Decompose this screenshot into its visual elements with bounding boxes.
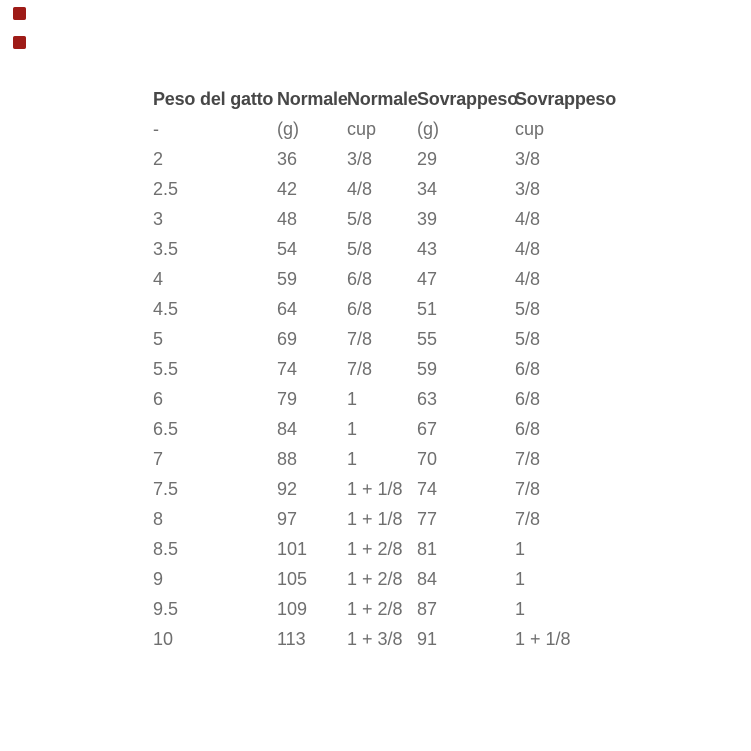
cell: 2 xyxy=(153,148,164,169)
cell: 92 xyxy=(277,478,298,499)
cell: 88 xyxy=(277,448,298,469)
cell: 1 xyxy=(347,418,358,439)
cell: 4.5 xyxy=(153,298,179,319)
cell: 7/8 xyxy=(347,358,373,379)
cell: 5/8 xyxy=(515,298,541,319)
cell: 3/8 xyxy=(515,178,541,199)
cell: 7 xyxy=(153,448,164,469)
cell: 34 xyxy=(417,178,438,199)
cell: 47 xyxy=(417,268,438,289)
cell: 6/8 xyxy=(515,358,541,379)
cell: 74 xyxy=(417,478,438,499)
cell: 84 xyxy=(277,418,298,439)
cell: 9.5 xyxy=(153,598,179,619)
table-row xyxy=(153,474,623,504)
cell: 1 + 2/8 xyxy=(347,538,403,559)
cell: 1 + 2/8 xyxy=(347,598,403,619)
red-mark-icon xyxy=(13,7,26,20)
table-row xyxy=(153,324,623,354)
red-mark-icon xyxy=(13,36,26,49)
cell: 59 xyxy=(417,358,438,379)
cell: 6/8 xyxy=(515,388,541,409)
cell: 3 xyxy=(153,208,164,229)
cell: 97 xyxy=(277,508,298,529)
cell: 6/8 xyxy=(347,298,373,319)
cell: 1 + 1/8 xyxy=(347,478,403,499)
cell: 77 xyxy=(417,508,438,529)
cell: - xyxy=(153,118,159,139)
header-row xyxy=(153,84,623,114)
cell: 36 xyxy=(277,148,298,169)
cell: 42 xyxy=(277,178,298,199)
cell: 54 xyxy=(277,238,298,259)
table-body xyxy=(153,114,623,654)
table-header-row xyxy=(153,84,623,114)
cell: (g) xyxy=(417,118,439,139)
table-row xyxy=(153,594,623,624)
cell: 6.5 xyxy=(153,418,179,439)
cell: 63 xyxy=(417,388,438,409)
cell: cup xyxy=(347,118,377,139)
cell: cup xyxy=(515,118,545,139)
table-row xyxy=(153,504,623,534)
table-row xyxy=(153,204,623,234)
cell: 69 xyxy=(277,328,298,349)
cell: 51 xyxy=(417,298,438,319)
cell: 7/8 xyxy=(515,508,541,529)
cell: 3/8 xyxy=(347,148,373,169)
cell: 4/8 xyxy=(347,178,373,199)
cell: 64 xyxy=(277,298,298,319)
col-header: Sovrappeso xyxy=(515,88,617,109)
table-row xyxy=(153,354,623,384)
cell: 59 xyxy=(277,268,298,289)
table-row xyxy=(153,624,623,654)
cell: 48 xyxy=(277,208,298,229)
cell: 70 xyxy=(417,448,438,469)
cell: 113 xyxy=(277,628,306,649)
col-header: Peso del gatto xyxy=(153,88,274,109)
cell: 10 xyxy=(153,628,174,649)
cell: 7.5 xyxy=(153,478,179,499)
cell: 29 xyxy=(417,148,438,169)
cell: 5/8 xyxy=(515,328,541,349)
cell: 6 xyxy=(153,388,164,409)
table-row xyxy=(153,414,623,444)
table-row xyxy=(153,294,623,324)
cell: 81 xyxy=(417,538,438,559)
cell: 84 xyxy=(417,568,438,589)
table-row xyxy=(153,384,623,414)
cell: 1 xyxy=(515,568,526,589)
cell: 39 xyxy=(417,208,438,229)
cell: (g) xyxy=(277,118,299,139)
cell: 5/8 xyxy=(347,238,373,259)
table-row xyxy=(153,144,623,174)
cell: 43 xyxy=(417,238,438,259)
cell: 67 xyxy=(417,418,438,439)
cell: 1 xyxy=(347,388,358,409)
cell: 1 + 1/8 xyxy=(347,508,403,529)
cell: 1 xyxy=(347,448,358,469)
cell: 8 xyxy=(153,508,164,529)
cell: 6/8 xyxy=(347,268,373,289)
cell: 74 xyxy=(277,358,298,379)
feeding-table-section xyxy=(153,84,623,654)
col-header: Normale xyxy=(347,88,418,109)
cell: 7/8 xyxy=(515,448,541,469)
cell: 9 xyxy=(153,568,164,589)
cell: 1 + 1/8 xyxy=(515,628,571,649)
cell: 5 xyxy=(153,328,164,349)
cell: 1 + 2/8 xyxy=(347,568,403,589)
table-row xyxy=(153,174,623,204)
cell: 101 xyxy=(277,538,308,559)
cell: 3/8 xyxy=(515,148,541,169)
cell: 1 xyxy=(515,598,526,619)
table-row xyxy=(153,444,623,474)
cell: 6/8 xyxy=(515,418,541,439)
cell: 1 xyxy=(515,538,526,559)
cell: 7/8 xyxy=(515,478,541,499)
cell: 87 xyxy=(417,598,438,619)
cell: 5/8 xyxy=(347,208,373,229)
cell: 5.5 xyxy=(153,358,179,379)
col-header: Sovrappeso xyxy=(417,88,519,109)
col-header: Normale xyxy=(277,88,348,109)
cell: 4 xyxy=(153,268,164,289)
cell: 8.5 xyxy=(153,538,179,559)
table-row xyxy=(153,264,623,294)
cell: 4/8 xyxy=(515,208,541,229)
cell: 79 xyxy=(277,388,298,409)
table-row xyxy=(153,234,623,264)
cell: 7/8 xyxy=(347,328,373,349)
cell: 4/8 xyxy=(515,268,541,289)
unit-row xyxy=(153,114,623,144)
cell: 55 xyxy=(417,328,438,349)
table-row xyxy=(153,534,623,564)
cell: 3.5 xyxy=(153,238,179,259)
table-row xyxy=(153,564,623,594)
cell: 91 xyxy=(417,628,438,649)
cell: 109 xyxy=(277,598,308,619)
cell: 105 xyxy=(277,568,308,589)
cell: 2.5 xyxy=(153,178,179,199)
cell: 4/8 xyxy=(515,238,541,259)
cell: 1 + 3/8 xyxy=(347,628,403,649)
cat-feeding-table xyxy=(153,84,623,654)
